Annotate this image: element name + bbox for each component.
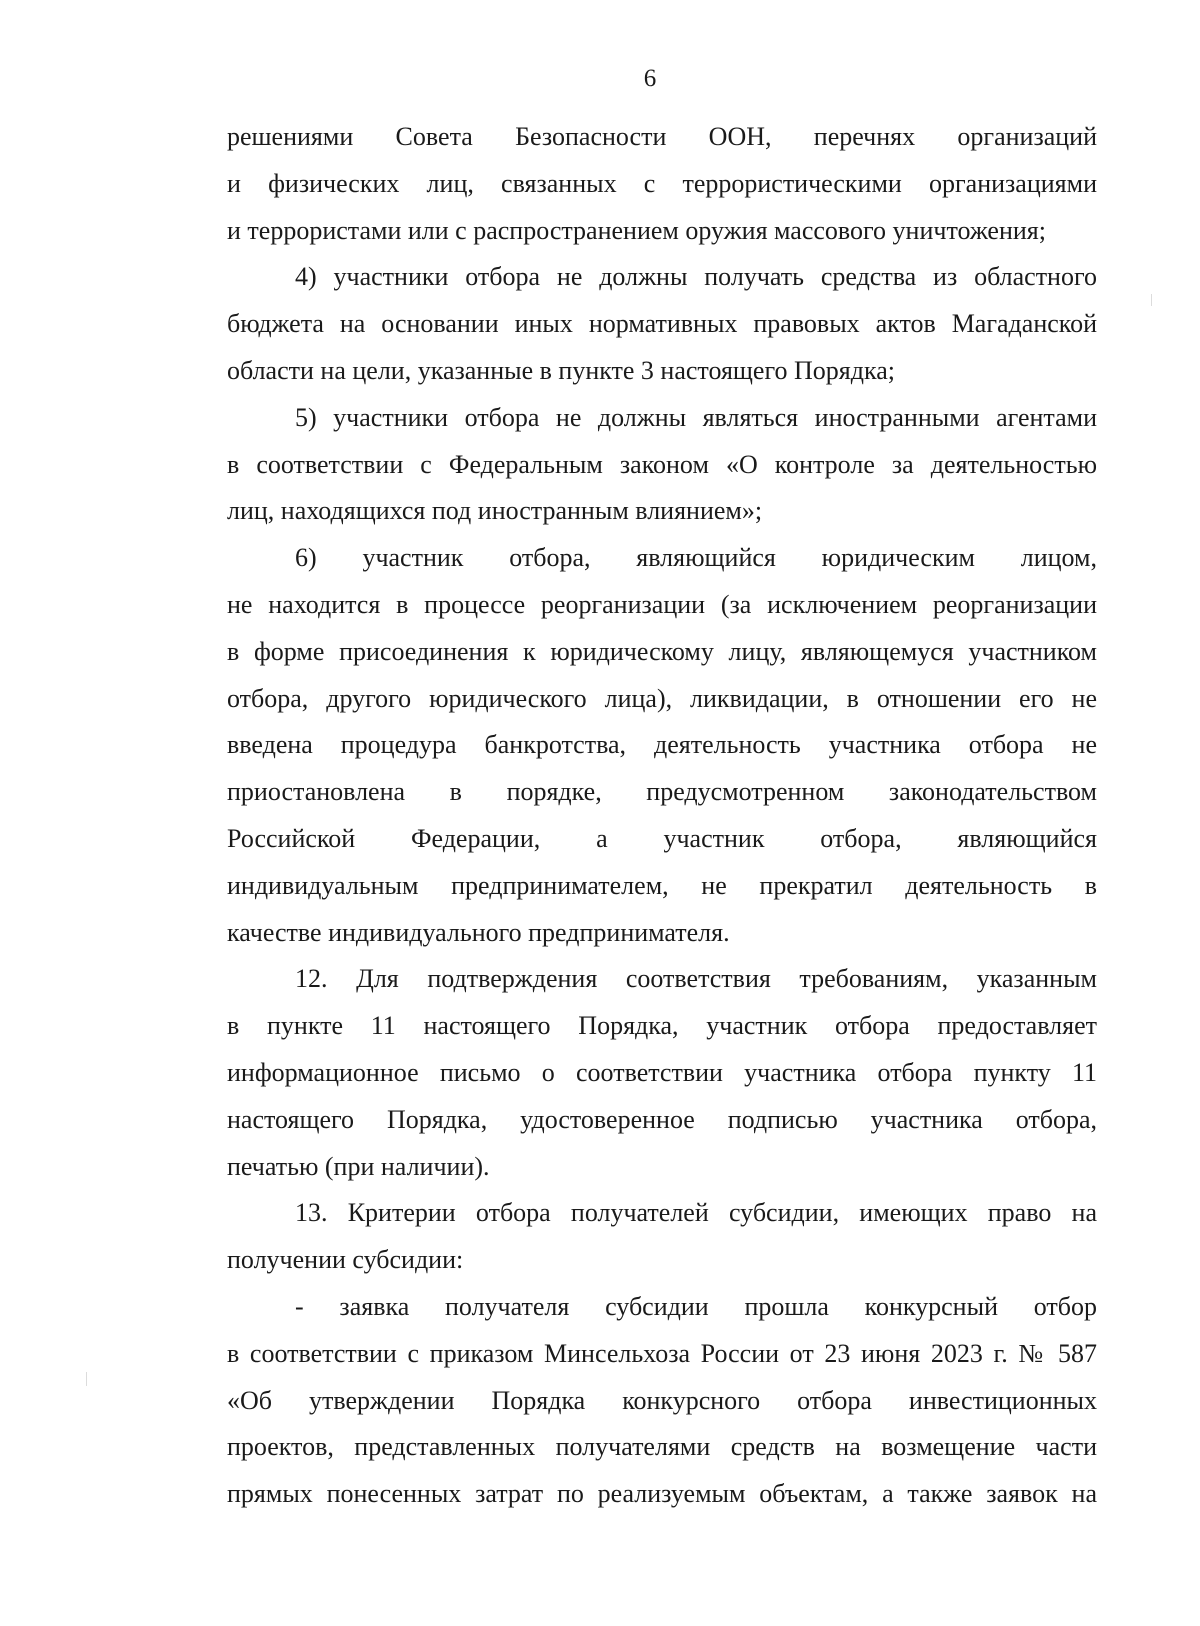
- document-body: [227, 114, 1097, 1518]
- text-line: в пункте 11 настоящего Порядка, участник отбора предоставляет: [227, 1011, 1097, 1041]
- text-line: 12. Для подтверждения соответствия требованиям, указанным: [295, 964, 1097, 994]
- text-line: в соответствии с Федеральным законом «О контроле за деятельностью: [227, 449, 1097, 479]
- text-line: качестве индивидуального предпринимателя.: [227, 917, 730, 947]
- text-line: 4) участники отбора не должны получать средства из областного: [295, 262, 1097, 292]
- text-line: печатью (при наличии).: [227, 1151, 490, 1181]
- text-line: - заявка получателя субсидии прошла конкурсный отбор: [295, 1291, 1097, 1321]
- text-line: лиц, находящихся под иностранным влиянием»;: [227, 496, 763, 526]
- text-line: 13. Критерии отбора получателей субсидии, имеющих право на: [295, 1198, 1097, 1228]
- page-number: 6: [643, 65, 657, 92]
- text-line: получении субсидии:: [227, 1245, 464, 1275]
- text-line: прямых понесенных затрат по реализуемым объектам, а также заявок на: [227, 1479, 1097, 1509]
- text-line: Российской Федерации, а участник отбора, являющийся: [227, 823, 1097, 853]
- text-line: в форме присоединения к юридическому лицу, являющемуся участником: [227, 636, 1097, 666]
- text-line: не находится в процессе реорганизации (за исключением реорганизации: [227, 589, 1097, 619]
- text-line: проектов, представленных получателями средств на возмещение части: [227, 1432, 1097, 1462]
- text-line: приостановлена в порядке, предусмотренном законодательством: [227, 777, 1097, 807]
- text-line: введена процедура банкротства, деятельность участника отбора не: [227, 730, 1097, 760]
- text-line: 5) участники отбора не должны являться иностранными агентами: [295, 402, 1097, 432]
- text-line: настоящего Порядка, удостоверенное подписью участника отбора,: [227, 1104, 1097, 1134]
- text-line: области на цели, указанные в пункте 3 настоящего Порядка;: [227, 355, 895, 385]
- text-line: отбора, другого юридического лица), ликвидации, в отношении его не: [227, 683, 1097, 713]
- text-line: 6) участник отбора, являющийся юридическим лицом,: [295, 543, 1097, 573]
- text-line: решениями Совета Безопасности ООН, перечнях организаций: [227, 122, 1097, 151]
- text-line: «Об утверждении Порядка конкурсного отбора инвестиционных: [227, 1385, 1097, 1415]
- scan-edge-mark: [1151, 294, 1152, 306]
- text-line: индивидуальным предпринимателем, не прекратил деятельность в: [227, 870, 1097, 900]
- text-line: информационное письмо о соответствии участника отбора пункту 11: [227, 1057, 1097, 1087]
- text-line: и террористами или с распространением оружия массового уничтожения;: [227, 215, 1046, 245]
- scan-edge-mark: [86, 1372, 87, 1386]
- text-line: бюджета на основании иных нормативных правовых актов Магаданской: [227, 309, 1097, 339]
- text-line: и физических лиц, связанных с террористическими организациями: [227, 168, 1097, 198]
- text-line: в соответствии с приказом Минсельхоза России от 23 июня 2023 г. № 587: [227, 1338, 1097, 1368]
